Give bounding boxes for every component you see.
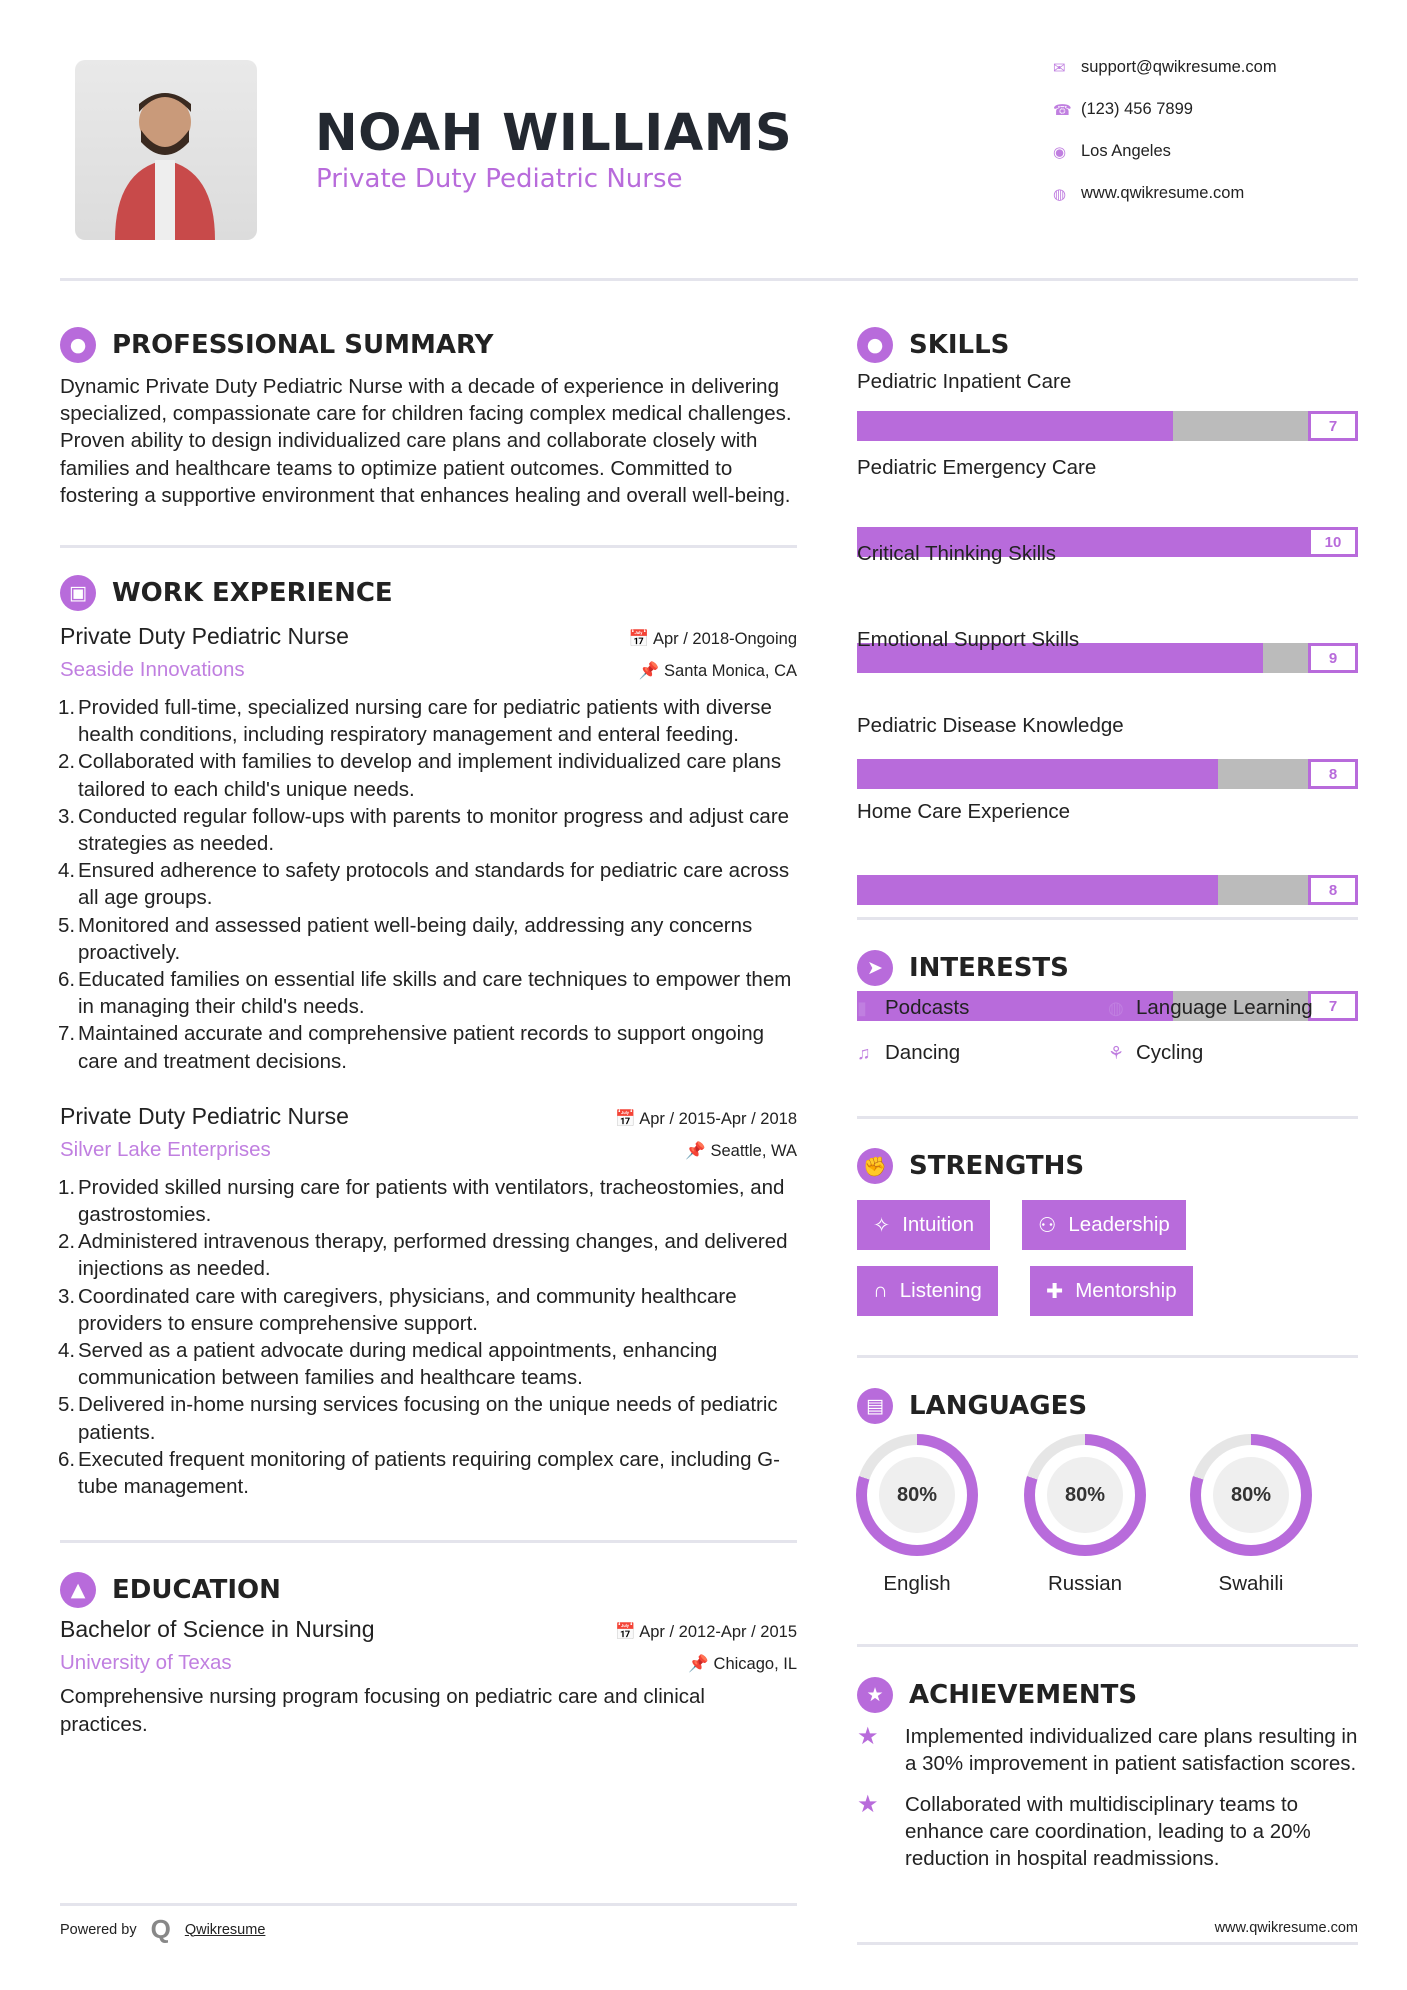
brand-link[interactable]: Qwikresume [184, 1921, 266, 1938]
bullet-item: Provided full-time, specialized nursing care for pediatric patients with diverse health conditions, including respiratory management and enteral feeding. [78, 696, 772, 747]
language-ring [856, 1434, 978, 1556]
paper-plane-icon: ➤ [857, 950, 893, 986]
contact-item [1053, 142, 1171, 161]
bullet-item: Executed frequent monitoring of patients requiring complex care, including G-tube management. [78, 1447, 780, 1499]
work-heading-text: WORK EXPERIENCE [112, 578, 393, 609]
job-company-row [60, 1138, 797, 1162]
skills-heading-text: SKILLS [909, 330, 1010, 360]
bullet-item: Administered intravenous therapy, performed dressing changes, and delivered injections as needed. [78, 1230, 788, 1281]
calendar-icon: 📅 [628, 630, 653, 649]
bullet-item: Ensured adherence to safety protocols and standards for pediatric care across all age groups. [78, 859, 790, 910]
candidate-name: NOAH WILLIAMS [315, 104, 793, 163]
language-name: English [883, 1572, 951, 1595]
location-icon: ◉ [1053, 143, 1067, 161]
job-location [685, 1142, 797, 1161]
calendar-icon: 📅 [615, 1623, 640, 1642]
education-location-text: Chicago, IL [713, 1655, 797, 1674]
bullet-item: Served as a patient advocate during medical appointments, enhancing communication between families and healthcare teams. [78, 1339, 718, 1390]
bullet-item: Provided skilled nursing care for patients with ventilators, tracheostomies, and gastrostomies. [78, 1175, 785, 1227]
skill-value: 7 [1308, 411, 1358, 441]
languages-heading-text: LANGUAGES [909, 1391, 1088, 1421]
language-icon: ▤ [857, 1388, 893, 1424]
profile-photo [75, 60, 257, 240]
achievement-item [857, 1791, 1358, 1872]
divider [857, 1644, 1358, 1647]
language-ring [1190, 1434, 1312, 1556]
bullet-item: Coordinated care with caregivers, physicians, and community healthcare providers to ensure comprehensive support. [78, 1284, 737, 1335]
skill-value: 8 [1308, 759, 1358, 789]
skill-name: Pediatric Disease Knowledge [857, 714, 1124, 737]
contact-text: www.qwikresume.com [1081, 184, 1245, 202]
divider [857, 917, 1358, 920]
skill-bar-fill [857, 875, 1218, 905]
degree: Bachelor of Science in Nursing [60, 1616, 375, 1643]
achievements-heading-text: ACHIEVEMENTS [909, 1680, 1138, 1710]
divider [60, 545, 797, 548]
footer-site: www.qwikresume.com [1214, 1920, 1358, 1936]
skill-name: Emotional Support Skills [857, 628, 1080, 651]
strength-label: Mentorship [1075, 1279, 1177, 1302]
interest-label: Cycling [1136, 1041, 1204, 1064]
job-location-text: Seattle, WA [710, 1141, 797, 1160]
bullet-item: Maintained accurate and comprehensive patient records to support ongoing care and treatment decisions. [78, 1022, 765, 1073]
briefcase-icon: ▣ [60, 575, 96, 611]
language-percent: 80% [1047, 1457, 1123, 1533]
magic-wand-icon: ✧ [873, 1213, 891, 1237]
powered-by-text: Powered by [60, 1921, 137, 1938]
job-title: Private Duty Pediatric Nurse [60, 1102, 349, 1129]
candidate-title: Private Duty Pediatric Nurse [316, 164, 683, 194]
job-company-row [60, 658, 797, 682]
company-name: Seaside Innovations [60, 658, 245, 682]
bullet-item: Educated families on essential life skills and care techniques to empower them in managing their child's needs. [78, 968, 792, 1019]
interest-label: Language Learning [1136, 996, 1313, 1019]
skill-name: Pediatric Inpatient Care [857, 370, 1072, 393]
language-percent: 80% [879, 1457, 955, 1533]
bullet-item: Collaborated with families to develop and implement individualized care plans tailored to each child's unique needs. [78, 750, 782, 801]
school: University of Texas [60, 1651, 232, 1675]
achievement-text: Collaborated with multidisciplinary teams to enhance care coordination, leading to a 20% reduction in hospital readmissions. [905, 1793, 1311, 1870]
education-heading-text: EDUCATION [112, 1575, 281, 1606]
education-title-row [60, 1616, 797, 1643]
star-icon: ★ [857, 1791, 879, 1818]
job-title-row [60, 623, 797, 650]
pin-icon: 📌 [685, 1141, 711, 1160]
strength-tag [857, 1200, 990, 1250]
education-date-text: Apr / 2012-Apr / 2015 [639, 1623, 797, 1642]
bullet-item: Monitored and assessed patient well-being daily, addressing any concerns proactively. [78, 913, 753, 964]
skill-name: Critical Thinking Skills [857, 542, 1056, 565]
language-ring [1024, 1434, 1146, 1556]
divider [857, 1355, 1358, 1358]
users-icon: ⚇ [1038, 1213, 1057, 1237]
divider [60, 1540, 797, 1543]
phone-icon: ☎ [1053, 101, 1072, 119]
interests-heading [857, 950, 1069, 986]
skill-value: 9 [1308, 643, 1358, 673]
language-percent: 80% [1213, 1457, 1289, 1533]
interests-heading-text: INTERESTS [909, 953, 1069, 983]
interest-item [857, 996, 969, 1020]
language-ring-inner [867, 1445, 967, 1545]
job-title: Private Duty Pediatric Nurse [60, 623, 349, 650]
education-location [688, 1655, 797, 1674]
contact-text: (123) 456 7899 [1081, 100, 1193, 118]
strength-tag [1022, 1200, 1186, 1250]
pin-icon: 📌 [638, 662, 665, 681]
language-ring-inner [1035, 1445, 1135, 1545]
contact-text: support@qwikresume.com [1081, 58, 1277, 76]
fist-icon: ✊ [857, 1148, 893, 1184]
language-ring-inner [1201, 1445, 1301, 1545]
skill-bar [857, 875, 1358, 905]
job-entry [60, 623, 797, 1075]
job-bullets [60, 694, 797, 1075]
interest-item [857, 1041, 960, 1065]
education-text: Comprehensive nursing program focusing on pediatric care and clinical practices. [60, 1685, 705, 1736]
languages-heading [857, 1388, 1087, 1424]
calendar-icon: 📅 [615, 1109, 640, 1128]
skill-bar [857, 759, 1358, 789]
music-icon: ♫ [857, 1042, 871, 1063]
left-column [60, 327, 797, 1738]
skill-value: 10 [1308, 527, 1358, 557]
skill-bar [857, 411, 1358, 441]
interest-item [1108, 996, 1313, 1020]
divider [60, 1903, 797, 1906]
microphone-icon: ▮ [857, 997, 867, 1018]
star-icon: ★ [857, 1677, 893, 1713]
job-location-text: Santa Monica, CA [664, 662, 797, 681]
achievement-text: Implemented individualized care plans resulting in a 30% improvement in patient satisfaction scores. [905, 1725, 1358, 1775]
skill-value: 7 [1308, 991, 1358, 1021]
skill-name: Home Care Experience [857, 800, 1071, 823]
contact-text: Los Angeles [1081, 142, 1171, 160]
summary-heading [60, 327, 797, 363]
achievements-section [857, 1677, 1358, 1872]
bullet-item: Conducted regular follow-ups with parents to monitor progress and adjust care strategies as needed. [78, 804, 790, 856]
mail-icon: ✉ [1053, 59, 1066, 77]
bicycle-icon: ⚘ [1108, 1042, 1125, 1063]
interest-label: Podcasts [885, 996, 970, 1019]
achievement-item [857, 1723, 1358, 1777]
education-date [615, 1623, 797, 1642]
user-icon: ● [60, 327, 96, 363]
language-name: Swahili [1218, 1572, 1284, 1595]
skill-bar-fill [857, 759, 1218, 789]
contact-item [1053, 100, 1193, 119]
strength-label: Intuition [902, 1213, 974, 1236]
job-date-text: Apr / 2015-Apr / 2018 [639, 1109, 797, 1128]
jobs-list [60, 623, 797, 1500]
strength-tag [857, 1266, 998, 1316]
job-date [629, 630, 797, 649]
skills-heading [857, 327, 1009, 363]
user-plus-icon: ✚ [1046, 1279, 1064, 1303]
summary-heading-text: PROFESSIONAL SUMMARY [112, 330, 494, 360]
strength-label: Listening [899, 1279, 982, 1302]
language-name: Russian [1047, 1572, 1123, 1595]
contact-item [1053, 184, 1244, 203]
graduation-icon: ▲ [60, 1572, 96, 1608]
job-location [639, 662, 797, 681]
divider [857, 1116, 1358, 1119]
contact-item [1053, 58, 1277, 77]
job-date [615, 1110, 797, 1129]
work-heading [60, 575, 797, 611]
job-date-text: Apr / 2018-Ongoing [652, 630, 797, 649]
achievements-heading [857, 1677, 1358, 1713]
powered-by [60, 1914, 265, 1945]
skill-name: Pediatric Emergency Care [857, 456, 1097, 479]
pin-icon: 📌 [688, 1655, 714, 1674]
headphones-icon: ∩ [873, 1279, 888, 1302]
summary-text: Dynamic Private Duty Pediatric Nurse with a decade of experience in delivering specialized, compassionate care for children facing complex medical challenges. Proven ability to design individualized care plans and collaborate closely with families and healthcare teams to optimize patient outcomes. Committed to fostering a supportive environment that enhances healing and overall well-being. [60, 375, 792, 507]
job-entry [60, 1103, 797, 1500]
strength-tag [1030, 1266, 1193, 1316]
job-bullets [60, 1174, 797, 1500]
interest-item [1108, 1041, 1203, 1065]
header-divider [60, 278, 1358, 281]
achievements-list [857, 1723, 1358, 1872]
strength-label: Leadership [1068, 1213, 1170, 1236]
divider [857, 1942, 1358, 1945]
company-name: Silver Lake Enterprises [60, 1137, 271, 1161]
qwikresume-logo-icon: Q [150, 1914, 171, 1944]
interest-label: Dancing [885, 1041, 961, 1064]
lightbulb-icon: ● [857, 327, 893, 363]
globe-icon: ◍ [1108, 997, 1124, 1018]
strengths-heading-text: STRENGTHS [909, 1151, 1085, 1181]
strengths-heading [857, 1148, 1084, 1184]
skill-bar-fill [857, 411, 1173, 441]
education-heading [60, 1572, 797, 1608]
bullet-item: Delivered in-home nursing services focusing on the unique needs of pediatric patients. [78, 1393, 778, 1444]
education-school-row [60, 1651, 797, 1675]
star-icon: ★ [857, 1723, 879, 1750]
globe-icon: ◍ [1053, 185, 1067, 203]
skill-value: 8 [1308, 875, 1358, 905]
job-title-row [60, 1103, 797, 1130]
